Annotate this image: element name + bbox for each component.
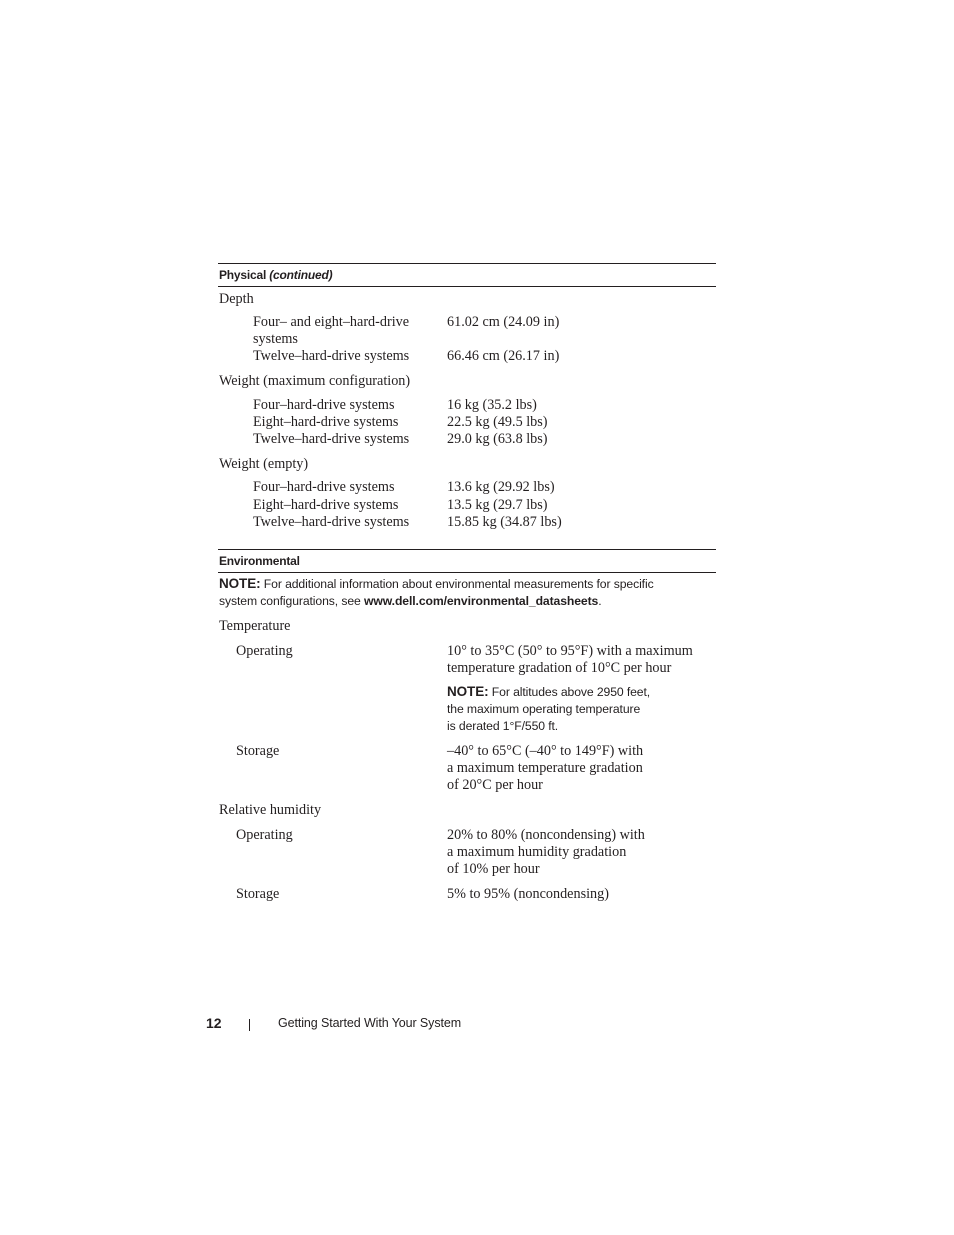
physical-header-label: Physical: [219, 268, 267, 282]
weight-empty-row-label: Eight–hard-drive systems: [253, 497, 399, 513]
temperature-storage-label: Storage: [236, 743, 280, 759]
temperature-storage-value-line2: a maximum temperature gradation: [447, 760, 643, 776]
temperature-operating-label: Operating: [236, 643, 293, 659]
footer-title: Getting Started With Your System: [278, 1016, 462, 1030]
weight-empty-row-value: 15.85 kg (34.87 lbs): [447, 514, 562, 530]
temperature-operating-value-line1: 10° to 35°C (50° to 95°F) with a maximum: [447, 643, 693, 659]
humidity-operating-value-line1: 20% to 80% (noncondensing) with: [447, 827, 645, 843]
weight-max-label: Weight (maximum configuration): [219, 373, 411, 389]
weight-empty-row-label: Four–hard-drive systems: [253, 479, 395, 495]
physical-header-title: [219, 268, 332, 282]
temperature-label: Temperature: [219, 618, 291, 634]
weight-max-row-label: Eight–hard-drive systems: [253, 414, 399, 430]
depth-row-label-line1: Four– and eight–hard-drive: [253, 314, 410, 330]
weight-empty-label: Weight (empty): [219, 456, 309, 472]
note-label: NOTE:: [447, 684, 489, 699]
note-text-pre: system configurations, see: [219, 594, 364, 608]
humidity-operating-value-line3: of 10% per hour: [447, 861, 540, 877]
note-label: NOTE:: [219, 576, 261, 591]
depth-row-label: Twelve–hard-drive systems: [253, 348, 410, 364]
weight-max-row-value: 22.5 kg (49.5 lbs): [447, 414, 548, 430]
temperature-note-line1: [447, 683, 707, 701]
weight-max-row-label: Four–hard-drive systems: [253, 397, 395, 413]
humidity-label: Relative humidity: [219, 802, 322, 818]
temperature-note-line3: is derated 1°F/550 ft.: [447, 719, 559, 733]
weight-max-row-value: 16 kg (35.2 lbs): [447, 397, 537, 413]
environmental-section-header: [218, 549, 716, 573]
temperature-storage-value-line1: –40° to 65°C (–40° to 149°F) with: [447, 743, 644, 759]
physical-section-header: [218, 263, 716, 287]
environmental-header-title: Environmental: [219, 554, 300, 568]
page-number: 12: [206, 1015, 222, 1031]
environmental-note: [219, 575, 716, 610]
depth-row-value: 61.02 cm (24.09 in): [447, 314, 560, 330]
weight-empty-row-value: 13.5 kg (29.7 lbs): [447, 497, 548, 513]
humidity-storage-label: Storage: [236, 886, 280, 902]
weight-empty-row-label: Twelve–hard-drive systems: [253, 514, 410, 530]
note-text-post: .: [598, 594, 602, 608]
environmental-note-line1: [219, 575, 716, 593]
datasheets-link[interactable]: www.dell.com/environmental_datasheets: [363, 594, 599, 608]
temperature-note-line2: the maximum operating temperature: [447, 702, 641, 716]
temperature-operating-value-line2: temperature gradation of 10°C per hour: [447, 660, 672, 676]
note-text-line1: For additional information about environmental measurements for specific: [263, 577, 654, 591]
physical-header-suffix: (continued): [269, 268, 333, 282]
depth-row-value: 66.46 cm (26.17 in): [447, 348, 560, 364]
humidity-operating-label: Operating: [236, 827, 293, 843]
temperature-note-text-line1: For altitudes above 2950 feet,: [491, 685, 651, 699]
temperature-storage-value-line3: of 20°C per hour: [447, 777, 543, 793]
weight-empty-row-value: 13.6 kg (29.92 lbs): [447, 479, 555, 495]
depth-label: Depth: [219, 291, 254, 307]
depth-row-label-line2: systems: [253, 331, 298, 347]
humidity-operating-value-line2: a maximum humidity gradation: [447, 844, 627, 860]
environmental-note-line2: [219, 593, 716, 610]
weight-max-row-label: Twelve–hard-drive systems: [253, 431, 410, 447]
weight-max-row-value: 29.0 kg (63.8 lbs): [447, 431, 548, 447]
footer-separator: [249, 1019, 250, 1031]
humidity-storage-value: 5% to 95% (noncondensing): [447, 886, 609, 902]
temperature-operating-note: [447, 683, 707, 735]
